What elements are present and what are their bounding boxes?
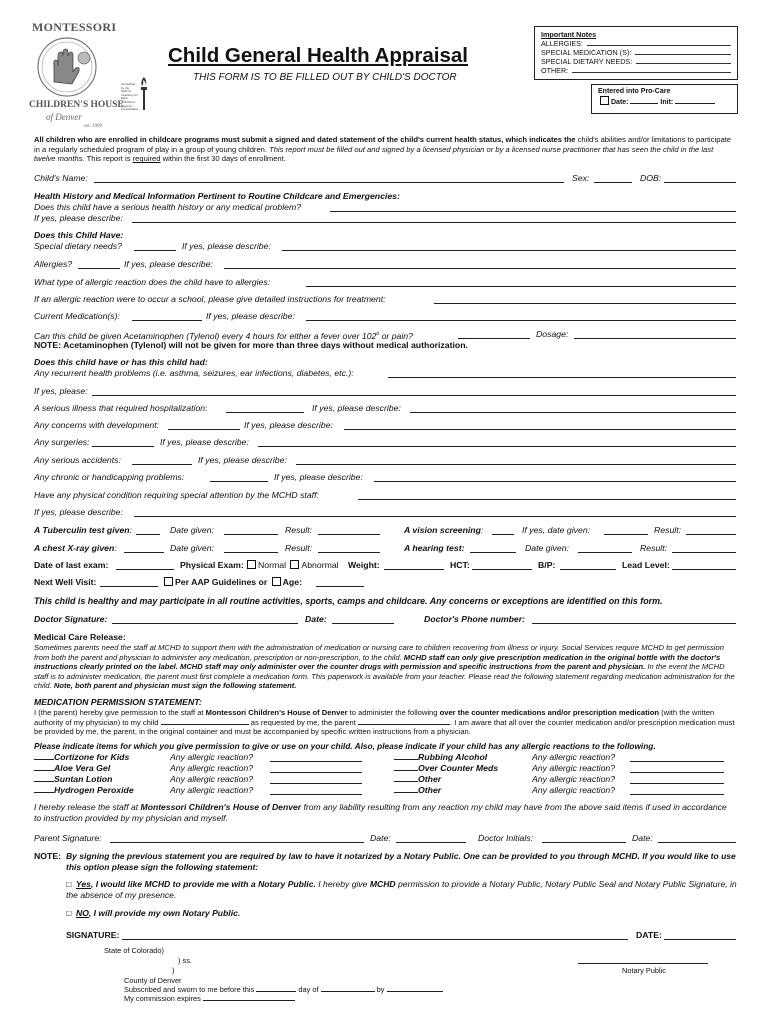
logo-top-text: MONTESSORI: [32, 20, 117, 34]
procare-date-field[interactable]: [630, 103, 658, 104]
chronic-describe-label: If yes, please describe:: [274, 472, 363, 482]
permission-child-field[interactable]: [161, 724, 249, 725]
notary-yes-option: □ Yes, I would like MCHD to provide me with a Notary Public. I hereby give MCHD permission to provide a Notary Public, Notary Public Seal and Notary Public Signature, in the absence of my presence.: [66, 879, 737, 900]
parent-signature-label: Parent Signature:: [34, 833, 102, 843]
tuberculin-field[interactable]: [136, 534, 160, 535]
child-have-heading: Does this Child Have:: [34, 230, 124, 240]
surgeries-describe-label: If yes, please describe:: [160, 437, 249, 447]
doctor-signature-field[interactable]: [112, 623, 298, 624]
allergies-describe-field[interactable]: [224, 268, 736, 269]
list-item[interactable]: Cortizone for Kids Any allergic reaction? Rubbing Alcohol Any allergic reaction?: [34, 752, 744, 763]
state-of-colorado: State of Colorado): [104, 946, 164, 955]
tb-result-field[interactable]: [318, 534, 380, 535]
weight-field[interactable]: [384, 569, 444, 570]
allergy-treatment-label: If an allergic reaction were to occur a school, please give detailed instructions for treatment:: [34, 294, 386, 304]
normal-checkbox[interactable]: [247, 560, 256, 569]
accreditation-text: Accredited by the NAEYC Academy for Early Childhood Program Accreditation: [121, 82, 139, 112]
dietary-needs-field[interactable]: [134, 250, 176, 251]
commission-expires-line: My commission expires: [124, 994, 295, 1003]
signature-date-label: DATE:: [636, 930, 662, 940]
notes-heading: Important Notes: [541, 30, 597, 39]
parent-date-label: Date:: [370, 833, 391, 843]
torch-icon: [137, 76, 151, 112]
vision-result-label: Result:: [654, 525, 682, 535]
weight-label: Weight:: [348, 560, 380, 570]
school-logo: [26, 20, 124, 130]
bp-label: B/P:: [538, 560, 556, 570]
doctor-date-field[interactable]: [332, 623, 394, 624]
sex-label: Sex:: [572, 173, 590, 183]
history-describe-label: If yes, please describe:: [34, 213, 123, 223]
doctor-initials-field[interactable]: [542, 842, 626, 843]
recurrent-ifyes-label: If yes, please:: [34, 386, 88, 396]
logo-school-name: CHILDREN'S HOUSE: [29, 100, 124, 110]
acetaminophen-question: Can this child be given Acetaminophen (Tylenol) every 4 hours for either a fever over 102$^o$ or pain?: [34, 330, 413, 341]
chronic-problems-field[interactable]: [210, 481, 268, 482]
parent-date-field[interactable]: [396, 842, 466, 843]
list-item[interactable]: Aloe Vera Gel Any allergic reaction? Over Counter Meds Any allergic reaction?: [34, 763, 744, 774]
dosage-label: Dosage:: [536, 329, 569, 339]
development-label: Any concerns with development:: [34, 420, 160, 430]
tb-result-label: Result:: [285, 525, 313, 535]
recurrent-ifyes-field[interactable]: [92, 395, 736, 396]
notary-public-label: Notary Public: [622, 966, 666, 975]
naeyc-accreditation-logo: [123, 76, 153, 112]
lead-level-label: Lead Level:: [622, 560, 670, 570]
recurrent-problems-label: Any recurrent health problems (i.e. asthma, seizures, ear infections, diabetes, etc.):: [34, 368, 354, 378]
note-other-field[interactable]: [572, 66, 731, 73]
note-other[interactable]: OTHER:: [541, 66, 731, 75]
notary-no-option: □ NO, I will provide my own Notary Public.: [66, 908, 241, 918]
development-field[interactable]: [168, 429, 240, 430]
age-field[interactable]: [316, 586, 364, 587]
dietary-describe-field[interactable]: [282, 250, 736, 251]
important-notes-box: [534, 26, 738, 80]
note-allergies-field[interactable]: [587, 39, 731, 46]
recurrent-problems-field[interactable]: [388, 377, 736, 378]
childs-name-label: Child's Name:: [34, 173, 88, 183]
last-exam-field[interactable]: [116, 569, 174, 570]
hct-label: HCT:: [450, 560, 470, 570]
permission-paragraph: I (the parent) hereby give permission to the staff at Montessori Children's House of Denver to administer the following over the counter medications and/or prescription medication (with the written authority of my physician) to my child as requested by me, the parent . I am aware that all over the counter medication and/or prescription medication must be provided by me, the parent, in the original container and must be accompanied by specific written instructions from a physician.: [34, 708, 735, 737]
page-subtitle: THIS FORM IS TO BE FILLED OUT BY CHILD'S DOCTOR: [193, 72, 457, 83]
logo-school-city: of Denver: [46, 112, 82, 122]
notary-note-label: NOTE:: [34, 851, 62, 861]
note-dietary-needs[interactable]: SPECIAL DIETARY NEEDS:: [541, 57, 731, 66]
allergies-field[interactable]: [78, 268, 120, 269]
hct-field[interactable]: [472, 569, 532, 570]
xray-date-field[interactable]: [224, 552, 278, 553]
xray-date-label: Date given:: [170, 543, 214, 553]
procare-box: [591, 84, 738, 114]
parent-signature-field[interactable]: [110, 842, 364, 843]
current-medication-label: Current Medication(s):: [34, 311, 120, 321]
abnormal-checkbox[interactable]: [290, 560, 299, 569]
notary-note-text: By signing the previous statement you are required by law to have it notarized by a Notary Public. One can be provided to you through MCHD. If you would like to use this option please sign the following statement:: [66, 851, 736, 872]
procare-init-field[interactable]: [675, 103, 715, 104]
procare-init-label: Init:: [660, 99, 674, 106]
serious-history-field[interactable]: [330, 211, 736, 212]
development-describe-field[interactable]: [344, 429, 736, 430]
notary-signature-field[interactable]: [578, 963, 708, 964]
list-item[interactable]: Hydrogen Peroxide Any allergic reaction? Other Any allergic reaction?: [34, 785, 744, 796]
child-had-heading: Does this child have or has this child had:: [34, 357, 208, 367]
list-item[interactable]: Suntan Lotion Any allergic reaction? Other Any allergic reaction?: [34, 774, 744, 785]
physical-condition-label: Have any physical condition requiring special attention by the MCHD staff:: [34, 490, 319, 500]
chest-xray-field[interactable]: [124, 552, 164, 553]
ss-mark: ) ss.: [178, 956, 192, 965]
permission-heading: MEDICATION PERMISSION STATEMENT:: [34, 697, 202, 707]
signature-field[interactable]: [122, 939, 628, 940]
allergy-reaction-type-label: What type of allergic reaction does the child have to allergies:: [34, 277, 271, 287]
procare-checkbox[interactable]: [600, 96, 609, 105]
dosage-field[interactable]: [574, 338, 736, 339]
note-special-medication[interactable]: SPECIAL MEDICATION (S):: [541, 48, 731, 57]
accidents-field[interactable]: [132, 464, 192, 465]
last-exam-label: Date of last exam:: [34, 560, 109, 570]
dietary-describe-label: If yes, please describe:: [182, 241, 271, 251]
doctor-phone-field[interactable]: [532, 623, 736, 624]
county-of-denver: County of Denver: [124, 976, 182, 985]
items-heading: Please indicate items for which you give permission to give or use on your child. Also, please indicate if your child has any allergic reactions to the following.: [34, 741, 656, 751]
hospitalization-field[interactable]: [226, 412, 304, 413]
childs-name-field[interactable]: [94, 182, 564, 183]
bp-field[interactable]: [560, 569, 616, 570]
note-dietary-field[interactable]: [636, 57, 731, 64]
doctor-phone-label: Doctor's Phone number:: [424, 614, 526, 624]
medical-release-heading: Medical Care Release:: [34, 632, 126, 642]
xray-result-label: Result:: [285, 543, 313, 553]
surgeries-describe-field[interactable]: [258, 446, 736, 447]
next-visit-field[interactable]: [100, 586, 158, 587]
chest-xray-label: A chest X-ray given:: [34, 543, 117, 553]
medication-describe-label: If yes, please describe:: [206, 311, 295, 321]
dob-field[interactable]: [664, 182, 736, 183]
vision-result-field[interactable]: [686, 534, 736, 535]
tuberculin-label: A Tuberculin test given:: [34, 525, 133, 535]
intro-paragraph: All children who are enrolled in childcare programs must submit a signed and dated statement of the child's current health status, which indicates the child's abilities and/or limitations to participate in a regularly scheduled program of play in a group of young children. This report must be filled out and signed by a licensed physician or by a licensed nurse practitioner that has seen the child in the last twelve months. This report is required within the first 30 days of enrollment.: [34, 135, 732, 164]
hand-globe-icon: [32, 36, 102, 98]
serious-history-question: Does this child have a serious health history or any medical problem?: [34, 202, 302, 212]
note-medication-field[interactable]: [635, 48, 731, 55]
xray-result-field[interactable]: [318, 552, 380, 553]
procare-heading: Entered into Pro-Care: [598, 88, 671, 95]
allergy-reaction-type-field[interactable]: [306, 286, 736, 287]
chronic-describe-field[interactable]: [374, 481, 736, 482]
accidents-label: Any serious accidents:: [34, 455, 121, 465]
hearing-result-label: Result:: [640, 543, 668, 553]
paren-mark: ): [172, 966, 175, 975]
hospitalization-describe-field[interactable]: [410, 412, 736, 413]
signature-date-field[interactable]: [664, 939, 736, 940]
liability-release-paragraph: I hereby release the staff at Montessori Children's House of Denver from any liability resulting from any reaction my child may have from the above said items if used in accordance to instruction provided by my physician and myself.: [34, 802, 727, 823]
hospitalization-describe-label: If yes, please describe:: [312, 403, 401, 413]
subscribed-date-field[interactable]: [321, 991, 375, 992]
current-medication-field[interactable]: [132, 320, 202, 321]
history-heading: Health History and Medical Information Pertinent to Routine Childcare and Emergencies:: [34, 191, 400, 201]
aap-option: Per AAP Guidelines or Age:: [162, 577, 302, 588]
notary-no-checkbox[interactable]: □: [66, 908, 72, 918]
dob-label: DOB:: [640, 173, 662, 183]
page-title: Child General Health Appraisal: [168, 44, 468, 67]
permission-parent-field[interactable]: [358, 724, 450, 725]
notary-yes-checkbox[interactable]: □: [66, 879, 72, 889]
vision-label: A vision screening:: [404, 525, 484, 535]
hearing-label: A hearing test:: [404, 543, 465, 553]
vision-date-field[interactable]: [604, 534, 648, 535]
history-describe-field[interactable]: [132, 222, 736, 223]
doctor-initials-label: Doctor Initials:: [478, 833, 534, 843]
accidents-describe-field[interactable]: [296, 464, 736, 465]
chronic-problems-label: Any chronic or handicapping problems:: [34, 472, 185, 482]
hearing-date-label: Date given:: [525, 543, 569, 553]
physical-exam-label: Physical Exam:: [180, 560, 244, 570]
hearing-result-field[interactable]: [672, 552, 736, 553]
hearing-field[interactable]: [470, 552, 516, 553]
acetaminophen-note: NOTE: Acetaminophen (Tylenol) will not be given for more than three days without medical authorization.: [34, 340, 468, 350]
vision-date-label: If yes, date given:: [522, 525, 591, 535]
tb-date-field[interactable]: [224, 534, 278, 535]
development-describe-label: If yes, please describe:: [244, 420, 333, 430]
allergies-label: Allergies?: [34, 259, 73, 269]
healthy-statement: This child is healthy and may participate in all routine activities, sports, camps and childcare. Any concerns or exceptions are identified on this form.: [34, 596, 663, 606]
physical-describe-label: If yes, please describe:: [34, 507, 123, 517]
accidents-describe-label: If yes, please describe:: [198, 455, 287, 465]
surgeries-label: Any surgeries:: [34, 437, 90, 447]
commission-expires-field[interactable]: [203, 1000, 295, 1001]
note-allergies[interactable]: ALLERGIES:: [541, 39, 731, 48]
physical-describe-field[interactable]: [134, 516, 736, 517]
doctor-date-label: Date:: [305, 614, 327, 624]
vision-field[interactable]: [492, 534, 514, 535]
tb-date-label: Date given:: [170, 525, 214, 535]
dietary-needs-label: Special dietary needs?: [34, 241, 122, 251]
signature-label: SIGNATURE:: [66, 930, 120, 940]
surgeries-field[interactable]: [92, 446, 154, 447]
aap-checkbox[interactable]: [164, 577, 173, 586]
hearing-date-field[interactable]: [578, 552, 632, 553]
logo-established: est. 1999: [84, 124, 103, 129]
subscribed-day-field[interactable]: [256, 991, 296, 992]
subscribed-line: Subscribed and sworn to me before this day of by: [124, 985, 443, 994]
physical-condition-field[interactable]: [358, 499, 736, 500]
acetaminophen-field[interactable]: [458, 338, 530, 339]
subscribed-by-field[interactable]: [387, 991, 443, 992]
initials-date-field[interactable]: [658, 842, 736, 843]
initials-date-label: Date:: [632, 833, 653, 843]
procare-date-label: Date:: [611, 99, 629, 106]
allergies-describe-label: If yes, please describe:: [124, 259, 213, 269]
lead-level-field[interactable]: [672, 569, 736, 570]
allergy-treatment-field[interactable]: [434, 303, 736, 304]
hospitalization-label: A serious illness that required hospitalization:: [34, 403, 208, 413]
next-visit-label: Next Well Visit:: [34, 577, 97, 587]
age-checkbox[interactable]: [272, 577, 281, 586]
items-list: [34, 752, 744, 796]
medical-release-paragraph: Sometimes parents need the staff at MCHD to support them with the administration of medication or nursing care to children recovering from illness or injury. Social Services require MCHD to get permission from both the parent and physician to administer any medication, prescription or non-prescription, to the child. MCHD staff can only give prescription medication in the original bottle with the doctor's instructions clearly printed on the label. MCHD staff may only administer over the counter drugs with permission and specific instructions from the parent and physician. In the event the MCHD staff is to administer medication, the parent must first complete a medication form. This paperwork is available from your teacher. Please read the following statement regarding medication administration for the child. Note, both parent and physician must sign the following statement.: [34, 643, 735, 691]
doctor-signature-label: Doctor Signature:: [34, 614, 108, 624]
physical-exam-options: Normal Abnormal: [245, 560, 339, 571]
medication-describe-field[interactable]: [306, 320, 736, 321]
sex-field[interactable]: [594, 182, 632, 183]
